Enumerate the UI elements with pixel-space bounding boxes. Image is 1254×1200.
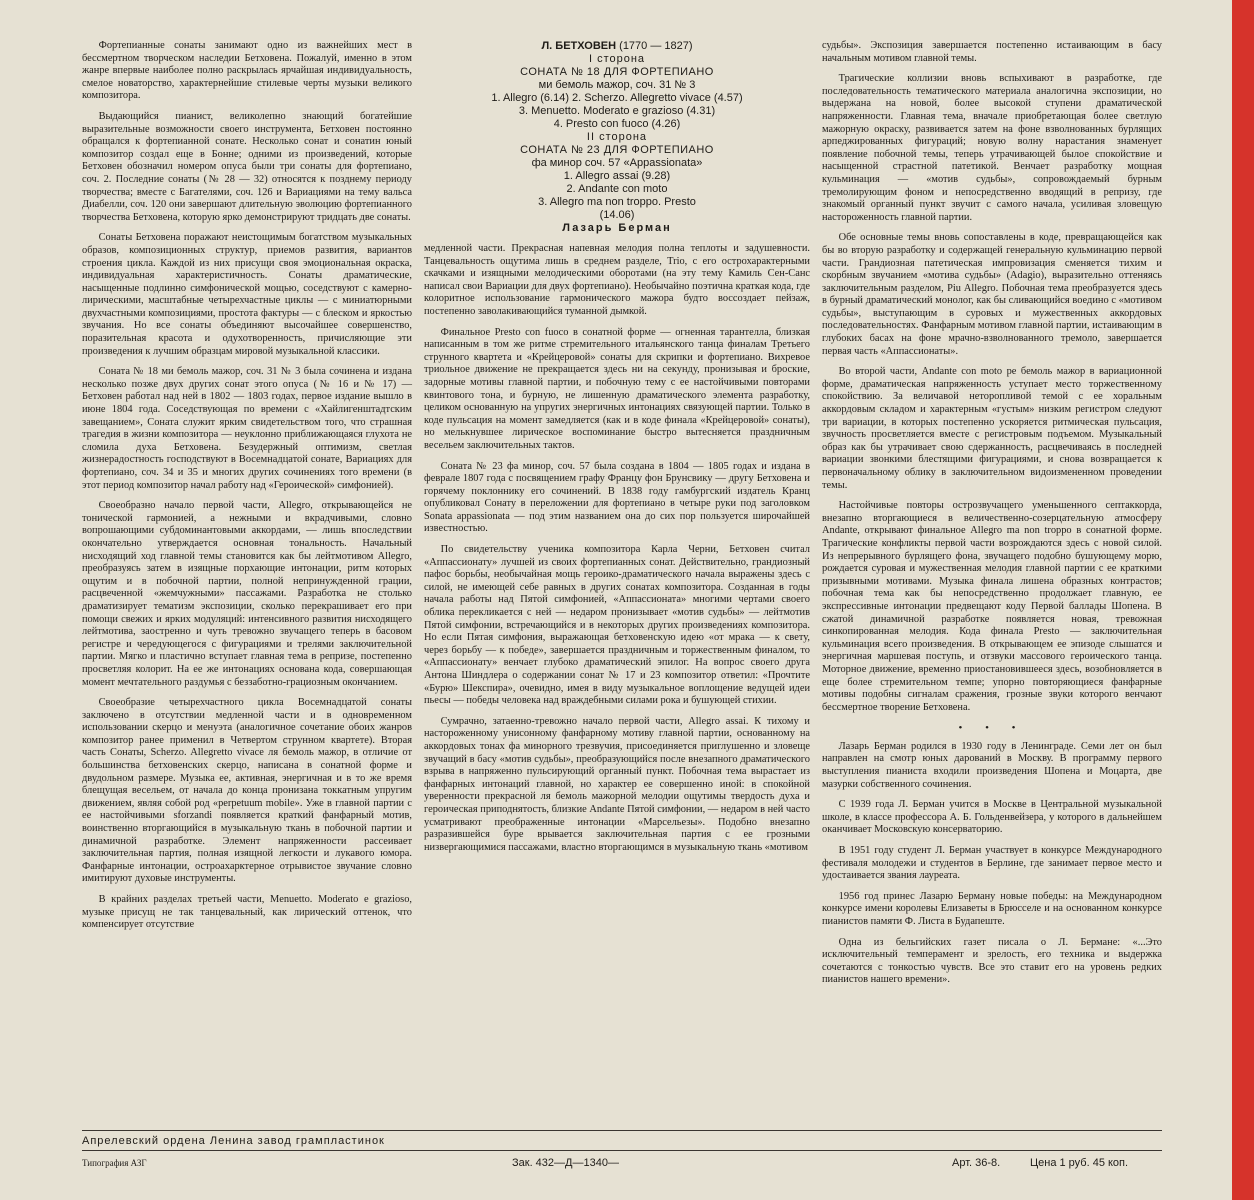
paragraph: Лазарь Берман родился в 1930 году в Ленинграде. Семи лет он был направлен на смотр юных дарований в Москву. В программу первого выступления пианиста входили произведения Шопена и Моцарта, две мазурки собственного сочинения.: [822, 740, 1162, 790]
movement-line: 3. Allegro ma non troppo. Presto: [538, 196, 696, 208]
factory-name: Апрелевский ордена Ленина завод грампластинок: [82, 1135, 385, 1147]
paragraph: В 1951 году студент Л. Берман участвует в конкурсе Международного фестиваля молодежи и студентов в Берлине, где занимает первое место и удостаивается звания лауреата.: [822, 845, 1162, 882]
composer-years: (1770 — 1827): [619, 40, 693, 52]
side-label: II сторона: [586, 131, 648, 143]
order-number: Зак. 432—Д—1340—: [512, 1157, 619, 1169]
paragraph: судьбы». Экспозиция завершается постепенно истаивающим в басу начальным мотивом главной темы.: [822, 40, 1162, 64]
paragraph: 1956 год принес Лазарю Берману новые победы: на Международном конкурсе имени королевы Елизаветы в Брюсселе и на основанном конкурсе пианистов памяти Ф. Листа в Будапеште.: [822, 890, 1162, 927]
sonata-title: СОНАТА № 18 ДЛЯ ФОРТЕПИАНО: [520, 66, 714, 78]
text-column-1: [82, 40, 412, 940]
sonata-key: ми бемоль мажор, соч. 31 № 3: [538, 79, 696, 91]
composer-line: [424, 40, 810, 53]
text-column-2: [424, 40, 810, 862]
paragraph: С 1939 года Л. Берман учится в Москве в Центральной музыкальной школе, в классе профессора А. Б. Гольденвейзера, у которого в дальнейшем оканчивает Московскую консерваторию.: [822, 799, 1162, 836]
movement-line: 1. Allegro (6.14) 2. Scherzo. Allegretto vivace (4.57): [491, 92, 743, 104]
paragraph: Фортепианные сонаты занимают одно из важнейших мест в бессмертном творческом наследии Бетховена. Пожалуй, именно в этом жанре впервые наиболее полно раскрылась ярчайшая индивидуальность, смелое новаторство, характернейшие стилевые черты музыки великого композитора.: [82, 40, 412, 102]
paragraph: По свидетельству ученика композитора Карла Черни, Бетховен считал «Аппассионату» лучшей из своих фортепианных сонат. Действительно, грандиозный пафос борьбы, необычайная мощь героико-драматического начала выражены здесь с силой, не имеющей себе равных в других сонатах композитора. Созданная в годы начала работы над Пятой симфонией, «Аппассионата» многими чертами своего облика перекликается с ней — недаром пронизывает «мотив судьбы» — лейтмотив Пятой симфонии, встречающийся и в некоторых других произведениях композитора. Но если Пятая симфония, выражающая бетховенскую идею «от мрака — к свету, через борьбу — к победе», завершается праздничным и торжественным финалом, то «Аппассионату» венчает глубоко драматический эпилог. На вопрос своего друга Антона Шиндлера о содержании сонат № 17 и 23 композитор ответил: «Прочтите «Бурю» Шекспира», очевидно, имея в виду музыкальное воплощение ведущей идеи пьесы — победы человека над враждебными силами рока и бушующей стихии.: [424, 544, 810, 707]
movement-line: 1. Allegro assai (9.28): [563, 170, 671, 182]
program-header: [424, 40, 810, 235]
paragraph: Своеобразие четырехчастного цикла Восемнадцатой сонаты заключено в отсутствии медленной части и в одновременном использовании скерцо и менуэта (аналогичное сочетание обоих жанров композитор ранее применил в Четвертом струнном квартете). Вторая часть Сонаты, Scherzo. Allegretto vivace ля бемоль мажор, в отличие от большинства бетховенских скерцо, написана в сонатной форме и двудольном размере. Музыка ее, активная, энергичная и в то же время блещущая весельем, от начала до конца пронизана токкатным упругим движением, являя собой род «perpetuum mobile». Уже в главной партии с ее настойчивыми sforzandi появляется краткий фанфарный мотив, воинственно вторгающийся в музыкальную ткань в побочной партии и динамичной разработке. Элемент напряженности рассеивает заключительная партия, полная изящной легкости и лукавого юмора. Фанфарные интонации, остроахарктерное отрывистое звучание словно имитируют духовые инструменты.: [82, 697, 412, 885]
paragraph: Соната № 18 ми бемоль мажор, соч. 31 № 3 была сочинена и издана несколько позже двух других сонат этого опуса (№ 16 и № 17) — Бетховен работал над ней в 1802 — 1803 годах, первое издание вышло в июне 1804 года. Соседствующая по времени с «Хайлигенштадтским завещанием», Соната служит ярким свидетельством того, что страшная трагедия в жизни композитора — неуклонно приближающаяся глухота не сломила духа Бетховена. Безудержный оптимизм, светлая жизнерадостность господствуют в Восемнадцатой сонате, Вариациях для фортепиано, соч. 34 и 35 и многих других сочинениях того времени (в этот период композитор начал работу над «Героической» симфонией).: [82, 366, 412, 491]
paragraph: Обе основные темы вновь сопоставлены в коде, превращающейся как бы во вторую разработку и содержащей генеральную кульминацию первой части. Грандиозная патетическая импровизация сменяется тихим и скорбным звучанием «мотива судьбы» (Adagio), выразительно оттеняясь заключительным разделом, Piu Allegro. Побочная тема преобразуется здесь в бурный драматический монолог, как бы сливающийся воедино с «мотивом судьбы», выступающим в суровых и мужественных аккордовых последовательностях. Фанфарным мотивом главной партии, истаивающим в глубоких басах на фоне мрачно-взволнованного тремоло, завершается первая часть «Аппассионаты».: [822, 232, 1162, 357]
price: Цена 1 руб. 45 коп.: [1030, 1157, 1129, 1169]
sonata-key: фа минор соч. 57 «Appassionata»: [531, 157, 703, 169]
paragraph: Своеобразно начало первой части, Allegro, открывающейся не тонической гармонией, а нежными и вкрадчивыми, словно вопрошающими субдоминантовыми аккордами, — лишь впоследствии окончательно утверждается основная тональность. Начальный нисходящий ход главной темы становится как бы лейтмотивом Allegro, преобразуясь затем в изящные порхающие интонации, ритм которых ощутим и в побочной партии, полной непринужденной грации, расцвеченной «жемчужными» пассажами. Разработка не столько драматизирует тематизм экспозиции, сколько перекрашивает его при помощи свежих и ярких модуляций: интенсивного развития нисходящего лейтмотива, заостренно и чуть тревожно звучащего теперь в басовом регистре и чередующегося с фигурациями и трелями заключительной партии. Мягко и пластично вступает главная тема в репризе, постепенно просветляя колорит. На ее же интонациях основана кода, совершающая момент мечтательного раздумья с беззаботно-грациозным окончанием.: [82, 500, 412, 688]
paragraph: Трагические коллизии вновь вспыхивают в разработке, где последовательность тематического материала аналогична экспозиции, но выдержана на новой, более высокой ступени драматической напряженности. Главная тема, вначале приобретающая более светлую мажорную окраску, развивается затем на фоне взволнованных бурлящих арпеджированных фигураций; новую волну нарастания знаменует появление побочной темы, теперь утрачивающей былое спокойствие и насыщенной страстной патетикой. Венчает разработку мощная кульминация — «мотив судьбы», сопровождаемый бурным тремолирующим фоном и непосредственно вводящий в репризу, где знакомый органный пункт звучит с самого начала, усиливая зловещую настороженность главной партии.: [822, 73, 1162, 223]
side-label: I сторона: [588, 53, 646, 65]
paragraph: Во второй части, Andante con moto ре бемоль мажор в вариационной форме, драматическая напряженность уступает место торжественному спокойствию. За величавой неторопливой темой с ее хоральным аккордовым складом и характерным «густым» низким регистром следуют три вариации, в которых постепенно ускоряется ритмическая пульсация, звучность просветляется вместе с регистровым подъемом. Музыкальный образ как бы утрачивает свою сдержанность, расцвечиваясь в последней вариации звонкими блестящими фигурациями, и снова возвращается к первоначальному облику в заключительном видоизмененном проведении темы.: [822, 366, 1162, 491]
paragraph: В крайних разделах третьей части, Menuetto. Moderato e grazioso, музыке присущ не так танцевальный, как лирический оттенок, что компенсирует отсутствие: [82, 894, 412, 931]
paragraph: Соната № 23 фа минор, соч. 57 была создана в 1804 — 1805 годах и издана в феврале 1807 года с посвящением графу Францу фон Брунсвику — другу Бетховена и горячему поклоннику его сочинений. В 1838 году гамбургский издатель Кранц опубликовал Сонату в переложении для фортепиано в четыре руки под заголовком Sonata appassionata — под этим названием она до сих пор пользуется широчайшей известностью.: [424, 460, 810, 535]
movement-line: 2. Andante con moto: [566, 183, 668, 195]
footer-rule-middle: [82, 1150, 1162, 1151]
paragraph: Сумрачно, затаенно-тревожно начало первой части, Allegro assai. К тихому и настороженному унисонному фанфарному мотиву главной партии, основанному на аккордовых тонах фа минорного трезвучия, присоединяется приглушенно и зловеще звучащий в басу «мотив судьбы», преобразующийся после внезапного драматического взрыва в напряженно пульсирующий органный пункт. Побочная тема вырастает из фанфарных интонаций главной, но характер ее совершенно иной: в спокойной уверенности прекрасной ля бемоль мажорной мелодии ощутимы твердость духа и героическая приподнятость, близкие Andante Пятой симфонии, — недаром в ней часто усматривают преображенные интонации «Марсельезы». Подобно внезапно разразившейся буре врывается заключительная партия с ее грозными низвергающимися пассажами, властно вторгающимся в музыкальную ткань «мотивом: [424, 715, 810, 853]
performer-name: Лазарь Берман: [562, 222, 672, 234]
paragraph: Настойчивые повторы острозвучащего уменьшенного септаккорда, внезапно вторгающиеся в величественно-созерцательную атмосферу Andante, открывают финальное Allegro ma non troppo в сонатной форме. Трагические конфликты первой части возрождаются здесь с новой силой. Из непрерывного бурлящего фона, звучащего подобно бушующему морю, рождается суровая и мужественная мелодия главной партии с ее краткими призывными мотивами. Музыка финала лишена образных контрастов; побочная тема как бы непосредственно продолжает главную, ее экспрессивные интонации предвещают коду Первой баллады Шопена. В сжатой динамичной разработке появляется новая, тревожная синкопированная мелодия. Кода финала Presto — заключительная кульминация всего произведения. В открывающем ее эпизоде слышатся и энергичная маршевая поступь, и отзвуки массового героического танца. Моторное движение, временно приостановившееся здесь, возобновляется в еще более стремительном темпе; упорно повторяющиеся фанфарные мотивы подобны сигналам сражения, грозные звуки которого венчают бессмертное творение Бетховена.: [822, 500, 1162, 713]
paragraph: Сонаты Бетховена поражают неистощимым богатством музыкальных образов, композиционных структур, приемов развития, вариантов строения цикла. Каждой из них присущи своя эмоциональная окраска, индивидуальная характеристичность. Сонаты драматические, насыщенные подлинно симфонической мощью, соседствуют с камерно-лирическими, масштабные четырехчастные циклы — с миниатюрными двухчастными композициями, простота фактуры — с блеском и яркостью звучания. Но все сонаты объединяют высочайшее совершенство, поразительная красота и одухотворенность, причисляющие эти произведения к лучшим образцам мировой музыкальной классики.: [82, 232, 412, 357]
movement-line: 3. Menuetto. Moderato e grazioso (4.31): [518, 105, 716, 117]
red-edge-strip: [1232, 0, 1254, 1200]
sonata-title: СОНАТА № 23 ДЛЯ ФОРТЕПИАНО: [520, 144, 714, 156]
printer-name: Типография АЗГ: [82, 1158, 147, 1168]
paragraph: медленной части. Прекрасная напевная мелодия полна теплоты и задушевности. Танцевальность ощутима лишь в среднем разделе, Trio, с его острохарактерными скачками и изящными мелодическими оборотами (на эту тему Камиль Сен-Санс написал свои Вариации для двух фортепиано). Необычайно поэтична краткая кода, где колоритное использование гармонического мажора будто воссоздает пейзаж, постепенно заволакивающийся туманной дымкой.: [424, 243, 810, 317]
paragraph: Финальное Presto con fuoco в сонатной форме — огненная тарантелла, близкая написанным в том же ритме стремительного итальянского танца финалам Третьего струнного квартета и «Крейцеровой» сонаты для скрипки и фортепиано. Вихревое триольное движение не прекращается здесь ни на секунду, пронизывая и броские, задорные мотивы главной партии, и побочную тему с ее настойчивыми повторами квинтового тона, и бурную, не лишенную драматического элемента разработку, целиком основанную на упругих энергичных интонациях связующей партии. Только в коде пульсация на момент замедляется (как и в коде финала «Крейцеровой» сонаты), но мелькнувшее лирическое воспоминание быстро вытесняется праздничным весельем заключительных тактов.: [424, 326, 810, 451]
article-number: Арт. 36-8.: [952, 1157, 1001, 1169]
footer-rule-top: [82, 1130, 1162, 1131]
movement-duration: (14.06): [599, 209, 635, 221]
composer-name: Л. БЕТХОВЕН: [541, 40, 617, 52]
movement-line: 4. Presto con fuoco (4.26): [553, 118, 681, 130]
paragraph: Одна из бельгийских газет писала о Л. Бермане: «...Это исключительный темперамент и зрелость, его техника и выдержка сочетаются с тонкостью чувств. Все это ставит его на уровень редких пианистов нашего времени».: [822, 936, 1162, 986]
paragraph: Выдающийся пианист, великолепно знающий богатейшие выразительные возможности своего инструмента, Бетховен постоянно обращался к фортепианной сонате. Несколько сонат и сонатин юный композитор создал еще в Бонне; одними из произведений, которые Бетховен обозначил номером опуса были три сонаты для фортепиано, соч. 2. Последние сонаты (№ 28 — 32) относятся к позднему периоду творчества; вместе с Багателями, соч. 126 и Вариациями на тему вальса Диабелли, соч. 120 они завершают длительную эволюцию фортепианного творчества Бетховена, которую ярко демонстрируют тридцать две сонаты.: [82, 110, 412, 223]
section-separator: • • •: [958, 722, 1026, 735]
text-column-3: [822, 40, 1162, 995]
